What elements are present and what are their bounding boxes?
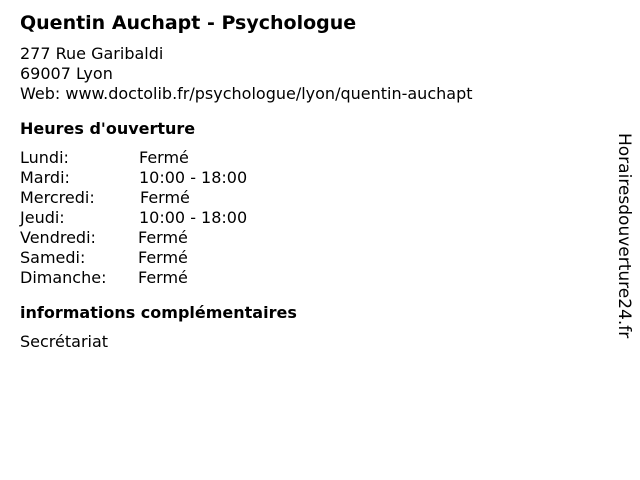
hours-heading: Heures d'ouverture bbox=[20, 119, 196, 138]
hours-value: Fermé bbox=[138, 228, 188, 247]
hours-value: Fermé bbox=[138, 268, 188, 287]
hours-row-samedi bbox=[20, 248, 600, 268]
hours-value: 10:00 - 18:00 bbox=[139, 168, 248, 187]
hours-row-mercredi bbox=[20, 188, 600, 208]
day-label: Jeudi: bbox=[20, 208, 65, 227]
hours-row-mardi bbox=[20, 168, 600, 188]
day-label: Samedi: bbox=[20, 248, 86, 267]
hours-row-jeudi bbox=[20, 208, 600, 228]
info-text: Secrétariat bbox=[20, 332, 109, 351]
hours-row-dimanche bbox=[20, 268, 600, 288]
day-label: Vendredi: bbox=[20, 228, 96, 247]
address-city: 69007 Lyon bbox=[20, 64, 113, 83]
hours-row-lundi bbox=[20, 148, 600, 168]
hours-value: Fermé bbox=[140, 188, 190, 207]
hours-row-vendredi bbox=[20, 228, 600, 248]
info-section bbox=[20, 302, 600, 352]
hours-value: 10:00 - 18:00 bbox=[139, 208, 248, 227]
day-label: Mardi: bbox=[20, 168, 70, 187]
day-label: Dimanche: bbox=[20, 268, 107, 287]
website-link[interactable]: Web: www.doctolib.fr/psychologue/lyon/quentin-auchapt bbox=[20, 84, 473, 103]
day-label: Mercredi: bbox=[20, 188, 95, 207]
address-street: 277 Rue Garibaldi bbox=[20, 44, 164, 63]
listing-card bbox=[20, 10, 600, 352]
hours-value: Fermé bbox=[138, 248, 188, 267]
brand-watermark: Horairesdouverture24.fr bbox=[614, 133, 634, 339]
day-label: Lundi: bbox=[20, 148, 69, 167]
hours-table bbox=[20, 148, 600, 288]
info-heading: informations complémentaires bbox=[20, 303, 297, 322]
page-title: Quentin Auchapt - Psychologue bbox=[20, 12, 357, 34]
address-block bbox=[20, 44, 600, 104]
hours-value: Fermé bbox=[139, 148, 189, 167]
